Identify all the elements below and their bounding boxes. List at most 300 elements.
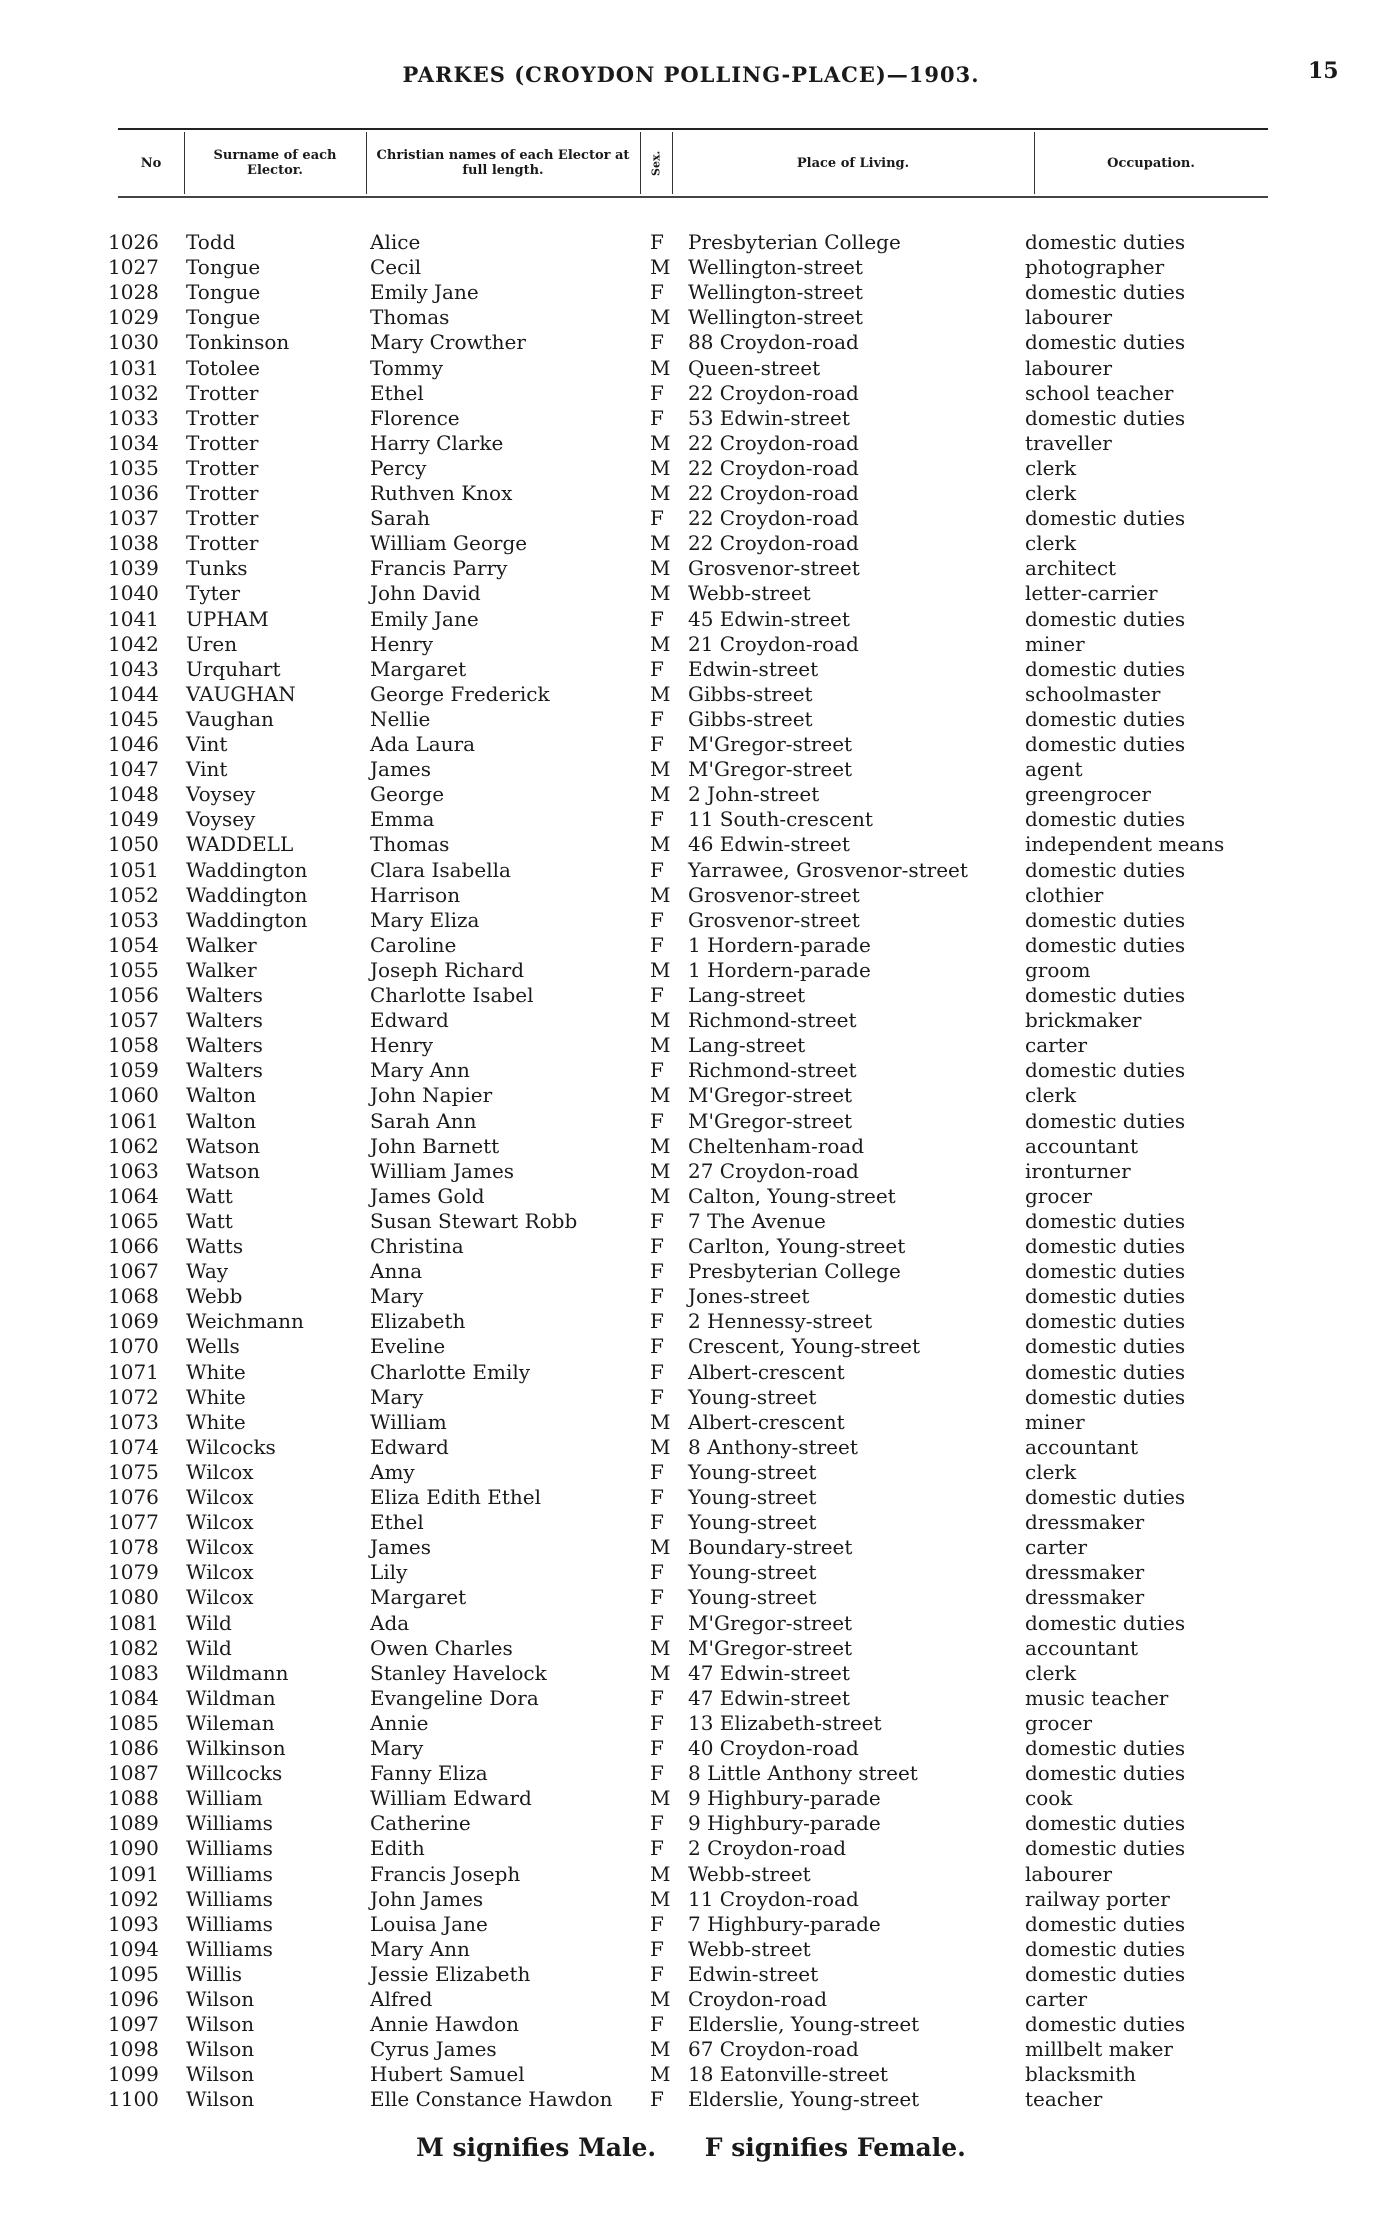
table-row [0,1234,1382,1259]
elector-number: 1080 [108,1585,159,1609]
place-of-living: 46 Edwin-street [688,832,850,856]
sex: M [650,1184,671,1208]
legend-male: M signifies Male. [416,2133,657,2162]
occupation: agent [1025,757,1083,781]
elector-number: 1061 [108,1109,159,1133]
christian-names: Henry [370,632,434,656]
table-row [0,1611,1382,1636]
occupation: domestic duties [1025,406,1186,430]
table-row [0,531,1382,556]
elector-number: 1070 [108,1334,159,1358]
christian-names: Susan Stewart Robb [370,1209,578,1233]
sex: F [650,858,664,882]
surname: Urquhart [186,657,281,681]
occupation: brickmaker [1025,1008,1142,1032]
surname: Trotter [186,406,259,430]
sex: F [650,406,664,430]
table-row [0,1811,1382,1836]
surname: VAUGHAN [186,682,296,706]
elector-number: 1077 [108,1510,159,1534]
christian-names: Thomas [370,305,450,329]
sex: M [650,356,671,380]
occupation: domestic duties [1025,732,1186,756]
table-row [0,807,1382,832]
place-of-living: Edwin-street [688,1962,819,1986]
table-row [0,280,1382,305]
sex: M [650,481,671,505]
elector-number: 1051 [108,858,159,882]
surname: Walker [186,958,257,982]
table-row [0,1510,1382,1535]
occupation: dressmaker [1025,1560,1145,1584]
christian-names: Amy [370,1460,415,1484]
christian-names: Stanley Havelock [370,1661,547,1685]
table-row [0,1786,1382,1811]
table-row [0,1761,1382,1786]
elector-number: 1066 [108,1234,159,1258]
surname: Trotter [186,456,259,480]
elector-number: 1067 [108,1259,159,1283]
occupation: domestic duties [1025,1811,1186,1835]
elector-number: 1048 [108,782,159,806]
occupation: railway porter [1025,1887,1170,1911]
occupation: clothier [1025,883,1104,907]
christian-names: Caroline [370,933,457,957]
place-of-living: 8 Anthony-street [688,1435,858,1459]
elector-number: 1036 [108,481,159,505]
occupation: domestic duties [1025,1334,1186,1358]
sex: M [650,832,671,856]
elector-number: 1030 [108,330,159,354]
sex: F [650,607,664,631]
place-of-living: 1 Hordern-parade [688,958,871,982]
occupation: domestic duties [1025,1058,1186,1082]
occupation: accountant [1025,1636,1139,1660]
table-row [0,2062,1382,2087]
occupation: domestic duties [1025,330,1186,354]
elector-number: 1074 [108,1435,159,1459]
column-header-surname: Surname of each Elector. [213,148,337,178]
table-row [0,1661,1382,1686]
table-row [0,1686,1382,1711]
elector-number: 1092 [108,1887,159,1911]
sex: F [650,707,664,731]
place-of-living: M'Gregor-street [688,1636,853,1660]
occupation: domestic duties [1025,1360,1186,1384]
christian-names: John David [370,581,481,605]
table-row [0,908,1382,933]
occupation: traveller [1025,431,1112,455]
occupation: accountant [1025,1435,1139,1459]
place-of-living: 18 Eatonville-street [688,2062,888,2086]
christian-names: Nellie [370,707,431,731]
christian-names: Mary Ann [370,1937,470,1961]
sex: M [650,682,671,706]
occupation: photographer [1025,255,1165,279]
place-of-living: 67 Croydon-road [688,2037,859,2061]
surname: Watt [186,1209,233,1233]
surname: Wilcox [186,1535,254,1559]
christian-names: Eveline [370,1334,446,1358]
sex: F [650,1234,664,1258]
place-of-living: Young-street [688,1585,817,1609]
occupation: clerk [1025,1661,1077,1685]
occupation: domestic duties [1025,908,1186,932]
surname: Wilson [186,1987,255,2011]
christian-names: Mary [370,1284,424,1308]
surname: White [186,1410,246,1434]
place-of-living: Wellington-street [688,255,863,279]
place-of-living: M'Gregor-street [688,732,853,756]
occupation: domestic duties [1025,1836,1186,1860]
surname: Wilcocks [186,1435,276,1459]
surname: Wilson [186,2087,255,2111]
christian-names: James [370,757,432,781]
place-of-living: Webb-street [688,1937,811,1961]
table-row [0,657,1382,682]
elector-number: 1050 [108,832,159,856]
surname: Wild [186,1611,232,1635]
surname: Wells [186,1334,240,1358]
occupation: domestic duties [1025,1912,1186,1936]
surname: Wilcox [186,1460,254,1484]
table-row [0,682,1382,707]
table-row [0,1360,1382,1385]
elector-number: 1084 [108,1686,159,1710]
elector-number: 1055 [108,958,159,982]
sex: M [650,1134,671,1158]
sex: F [650,1510,664,1534]
surname: Tyter [186,581,241,605]
place-of-living: 11 Croydon-road [688,1887,859,1911]
sex: M [650,456,671,480]
sex: F [650,2012,664,2036]
christian-names: Margaret [370,1585,467,1609]
elector-number: 1058 [108,1033,159,1057]
surname: White [186,1385,246,1409]
surname: Williams [186,1811,273,1835]
surname: Vaughan [186,707,274,731]
christian-names: Hubert Samuel [370,2062,525,2086]
table-row [0,1134,1382,1159]
place-of-living: Presbyterian College [688,230,901,254]
christian-names: Owen Charles [370,1636,513,1660]
surname: UPHAM [186,607,269,631]
surname: WADDELL [186,832,294,856]
sex: M [650,883,671,907]
elector-number: 1072 [108,1385,159,1409]
elector-number: 1063 [108,1159,159,1183]
surname: Way [186,1259,229,1283]
surname: Wileman [186,1711,275,1735]
christian-names: Thomas [370,832,450,856]
table-row [0,1284,1382,1309]
table-row [0,757,1382,782]
sex: F [650,1560,664,1584]
table-row [0,1385,1382,1410]
table-row [0,1334,1382,1359]
christian-names: Jessie Elizabeth [370,1962,531,1986]
table-row [0,255,1382,280]
place-of-living: 8 Little Anthony street [688,1761,918,1785]
christian-names: George [370,782,445,806]
place-of-living: Richmond-street [688,1008,857,1032]
surname: Waddington [186,883,308,907]
table-row [0,782,1382,807]
place-of-living: Presbyterian College [688,1259,901,1283]
christian-names: Elizabeth [370,1309,466,1333]
elector-number: 1026 [108,230,159,254]
table-row [0,1636,1382,1661]
elector-number: 1079 [108,1560,159,1584]
surname: Watson [186,1134,260,1158]
occupation: domestic duties [1025,280,1186,304]
elector-number: 1093 [108,1912,159,1936]
sex: F [650,330,664,354]
christian-names: Charlotte Isabel [370,983,534,1007]
place-of-living: Carlton, Young-street [688,1234,906,1258]
sex: F [650,1736,664,1760]
place-of-living: 1 Hordern-parade [688,933,871,957]
sex: M [650,1435,671,1459]
elector-number: 1060 [108,1083,159,1107]
table-row [0,707,1382,732]
christian-names: Catherine [370,1811,471,1835]
occupation: domestic duties [1025,1962,1186,1986]
table-row [0,607,1382,632]
table-row [0,632,1382,657]
place-of-living: Gibbs-street [688,682,813,706]
place-of-living: 7 Highbury-parade [688,1912,881,1936]
christian-names: Joseph Richard [370,958,525,982]
elector-number: 1034 [108,431,159,455]
sex: M [650,1987,671,2011]
sex: M [650,2037,671,2061]
sex: F [650,908,664,932]
occupation: teacher [1025,2087,1103,2111]
table-row [0,1435,1382,1460]
sex: M [650,2062,671,2086]
elector-number: 1053 [108,908,159,932]
surname: Willcocks [186,1761,283,1785]
table-row [0,1836,1382,1861]
occupation: domestic duties [1025,1259,1186,1283]
elector-number: 1047 [108,757,159,781]
table-row [0,1083,1382,1108]
elector-number: 1096 [108,1987,159,2011]
sex: M [650,1887,671,1911]
surname: Tunks [186,556,248,580]
occupation: millbelt maker [1025,2037,1173,2061]
table-row [0,1159,1382,1184]
table-row [0,1585,1382,1610]
surname: Trotter [186,381,259,405]
occupation: labourer [1025,1862,1113,1886]
sex: M [650,958,671,982]
table-row [0,305,1382,330]
surname: Todd [186,230,236,254]
elector-number: 1040 [108,581,159,605]
occupation: clerk [1025,456,1077,480]
occupation: domestic duties [1025,230,1186,254]
elector-number: 1071 [108,1360,159,1384]
christian-names: Florence [370,406,460,430]
occupation: letter-carrier [1025,581,1158,605]
table-row [0,1962,1382,1987]
elector-number: 1057 [108,1008,159,1032]
table-row [0,1460,1382,1485]
place-of-living: 21 Croydon-road [688,632,859,656]
elector-number: 1086 [108,1736,159,1760]
surname: Totolee [186,356,260,380]
christian-names: Sarah Ann [370,1109,477,1133]
column-header-christian-names: Christian names of each Elector at full length. [376,148,630,178]
christian-names: Margaret [370,657,467,681]
place-of-living: 47 Edwin-street [688,1661,850,1685]
place-of-living: Albert-crescent [688,1410,845,1434]
place-of-living: Cheltenham-road [688,1134,865,1158]
occupation: greengrocer [1025,782,1151,806]
sex: F [650,1385,664,1409]
surname: Walters [186,1058,263,1082]
place-of-living: Webb-street [688,581,811,605]
place-of-living: Croydon-road [688,1987,828,2011]
surname: Weichmann [186,1309,304,1333]
christian-names: Edward [370,1435,449,1459]
elector-number: 1081 [108,1611,159,1635]
place-of-living: Elderslie, Young-street [688,2087,920,2111]
table-row [0,832,1382,857]
occupation: architect [1025,556,1117,580]
surname: Waddington [186,858,308,882]
sex: M [650,431,671,455]
place-of-living: Edwin-street [688,657,819,681]
table-row [0,958,1382,983]
page-title: PARKES (CROYDON POLLING-PLACE)—1903. [402,62,980,87]
surname: Walton [186,1083,257,1107]
occupation: independent means [1025,832,1225,856]
occupation: domestic duties [1025,657,1186,681]
occupation: domestic duties [1025,1234,1186,1258]
sex: M [650,782,671,806]
column-header-sex: Sex. [649,150,663,176]
column-header-row [118,128,1268,198]
place-of-living: 9 Highbury-parade [688,1811,881,1835]
sex: M [650,1535,671,1559]
christian-names: Ethel [370,381,424,405]
occupation: domestic duties [1025,1761,1186,1785]
elector-number: 1035 [108,456,159,480]
surname: Voysey [186,807,256,831]
column-header-place-of-living: Place of Living. [796,155,910,171]
footer-legend [0,2133,1382,2162]
table-row [0,1862,1382,1887]
place-of-living: Young-street [688,1460,817,1484]
sex: M [650,556,671,580]
christian-names: Anna [370,1259,423,1283]
elector-number: 1089 [108,1811,159,1835]
elector-number: 1097 [108,2012,159,2036]
christian-names: Emily Jane [370,280,479,304]
sex: M [650,1661,671,1685]
sex: F [650,1912,664,1936]
christian-names: Percy [370,456,427,480]
christian-names: Elle Constance Hawdon [370,2087,613,2111]
elector-number: 1073 [108,1410,159,1434]
surname: Williams [186,1912,273,1936]
occupation: schoolmaster [1025,682,1161,706]
elector-number: 1037 [108,506,159,530]
christian-names: Edith [370,1836,425,1860]
elector-number: 1091 [108,1862,159,1886]
place-of-living: 45 Edwin-street [688,607,850,631]
place-of-living: 22 Croydon-road [688,481,859,505]
occupation: domestic duties [1025,1485,1186,1509]
place-of-living: 40 Croydon-road [688,1736,859,1760]
christian-names: Francis Joseph [370,1862,521,1886]
table-row [0,1033,1382,1058]
surname: Wilcox [186,1510,254,1534]
table-row [0,1259,1382,1284]
occupation: domestic duties [1025,2012,1186,2036]
surname: Tongue [186,305,261,329]
elector-number: 1068 [108,1284,159,1308]
table-row [0,1184,1382,1209]
sex: M [650,757,671,781]
christian-names: Ethel [370,1510,424,1534]
place-of-living: Lang-street [688,983,806,1007]
elector-number: 1065 [108,1209,159,1233]
occupation: groom [1025,958,1091,982]
christian-names: William [370,1410,447,1434]
sex: F [650,983,664,1007]
place-of-living: Young-street [688,1560,817,1584]
christian-names: James [370,1535,432,1559]
occupation: miner [1025,632,1085,656]
surname: Wildman [186,1686,276,1710]
elector-number: 1076 [108,1485,159,1509]
sex: F [650,1962,664,1986]
place-of-living: M'Gregor-street [688,1109,853,1133]
occupation: domestic duties [1025,1209,1186,1233]
occupation: domestic duties [1025,1385,1186,1409]
surname: Wilcox [186,1585,254,1609]
surname: Walters [186,983,263,1007]
christian-names: Mary Crowther [370,330,526,354]
table-row [0,556,1382,581]
occupation: domestic duties [1025,983,1186,1007]
surname: Wilson [186,2037,255,2061]
elector-number: 1031 [108,356,159,380]
christian-names: Emma [370,807,435,831]
table-row [0,732,1382,757]
table-row [0,431,1382,456]
sex: M [650,255,671,279]
surname: Williams [186,1937,273,1961]
legend-female: F signifies Female. [704,2133,966,2162]
place-of-living: Wellington-street [688,280,863,304]
christian-names: Clara Isabella [370,858,511,882]
occupation: clerk [1025,1083,1077,1107]
elector-number: 1085 [108,1711,159,1735]
place-of-living: Wellington-street [688,305,863,329]
occupation: dressmaker [1025,1510,1145,1534]
christian-names: William Edward [370,1786,532,1810]
occupation: domestic duties [1025,1109,1186,1133]
sex: F [650,1334,664,1358]
elector-number: 1100 [108,2087,159,2111]
elector-number: 1075 [108,1460,159,1484]
